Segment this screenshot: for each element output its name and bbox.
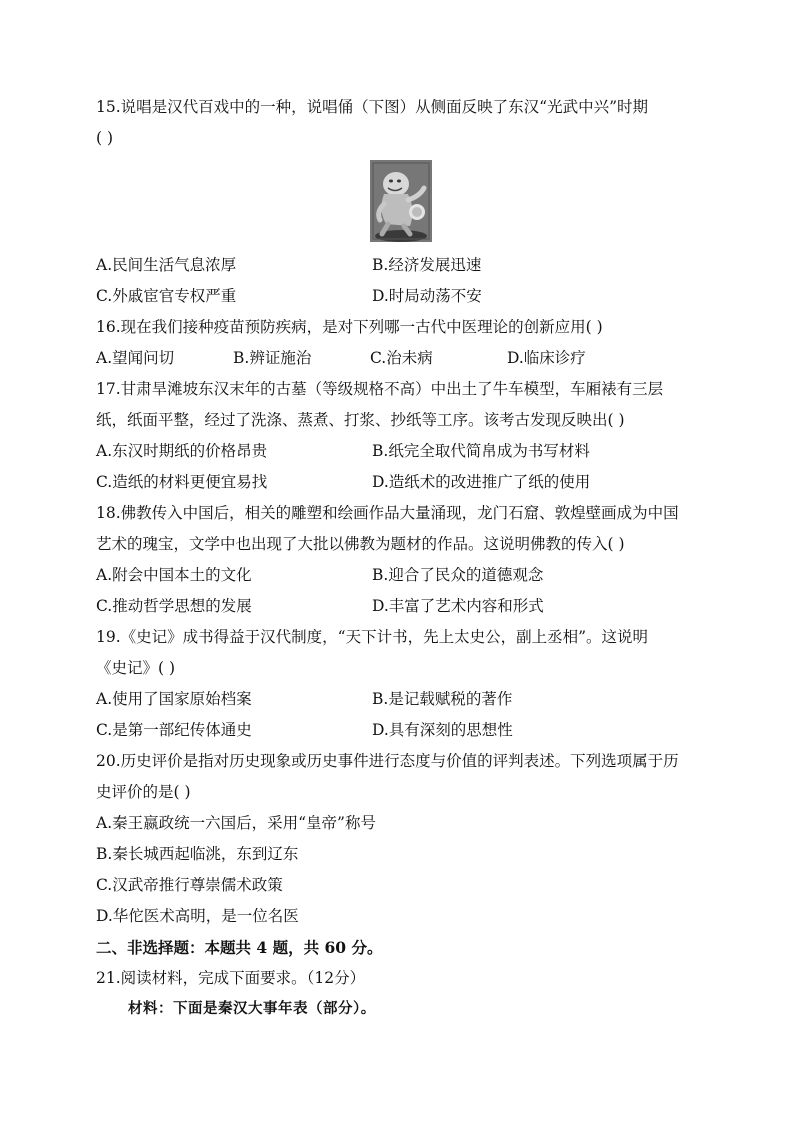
figurine-figure [96,154,706,250]
option-d: D.时局动荡不安 [372,287,482,305]
option-d: D.临床诊疗 [507,349,586,367]
option-a: A.东汉时期纸的价格昂贵 [96,442,268,460]
option-d: D.具有深刻的思想性 [372,721,513,739]
question-16-options-row [96,343,706,374]
question-17-stem-line1: 17.甘肃旱滩坡东汉末年的古墓（等级规格不高）中出土了牛车模型，车厢裱有三层 [96,380,664,398]
option-a: A.附会中国本土的文化 [96,566,252,584]
question-17-stem-line2: 纸，纸面平整，经过了洗涤、蒸煮、打浆、抄纸等工序。该考古发现反映出( ) [96,411,625,429]
question-18-stem-line2: 艺术的瑰宝，文学中也出现了大批以佛教为题材的作品。这说明佛教的传入( ) [96,535,625,553]
option-b: B.经济发展迅速 [372,256,482,274]
question-17 [96,374,706,498]
option-c: C.汉武帝推行尊崇儒术政策 [96,876,283,894]
question-20-stem-line1: 20.历史评价是指对历史现象或历史事件进行态度与价值的评判表述。下列选项属于历 [96,752,679,770]
question-20 [96,746,706,932]
question-15-options-row2 [96,281,706,312]
option-c: C.是第一部纪传体通史 [96,721,252,739]
question-17-options-row2 [96,467,706,498]
question-15-options-row1 [96,250,706,281]
option-d: D.造纸术的改进推广了纸的使用 [372,473,591,491]
exam-page [96,92,706,1025]
option-b: B.是记载赋税的著作 [372,690,513,708]
question-16-stem-line1: 16.现在我们接种疫苗预防疾病，是对下列哪一古代中医理论的创新应用( ) [96,318,603,336]
question-19-options-row1 [96,684,706,715]
question-15 [96,92,706,312]
option-a: A.望闻问切 [96,349,175,367]
option-d: D.华佗医术高明，是一位名医 [96,907,299,925]
question-18-options-row1 [96,560,706,591]
question-15-stem-line1: 15.说唱是汉代百戏中的一种，说唱俑（下图）从侧面反映了东汉“光武中兴”时期 [96,98,649,116]
option-c: C.治未病 [370,349,433,367]
section-2-title: 二、非选择题：本题共 4 题，共 60 分。 [96,938,383,957]
question-21-material: 材料：下面是秦汉大事年表（部分）。 [128,1001,376,1017]
question-19-stem-line1: 19.《史记》成书得益于汉代制度，“天下计书，先上太史公，副上丞相”。这说明 [96,628,649,646]
storyteller-figurine-photo-icon [370,160,432,242]
option-a: A.使用了国家原始档案 [96,690,252,708]
option-a: A.民间生活气息浓厚 [96,256,237,274]
option-a: A.秦王嬴政统一六国后，采用“皇帝”称号 [96,814,376,832]
question-15-stem-line2: ( ) [96,129,114,147]
question-19 [96,622,706,746]
question-21 [96,963,706,1025]
question-18-options-row2 [96,591,706,622]
option-b: B.迎合了民众的道德观念 [372,566,544,584]
option-c: C.推动哲学思想的发展 [96,597,252,615]
question-21-stem-line1: 21.阅读材料，完成下面要求。（12分） [96,969,366,987]
option-b: B.纸完全取代简帛成为书写材料 [372,442,590,460]
question-19-options-row2 [96,715,706,746]
option-c: C.造纸的材料更便宜易找 [96,473,268,491]
question-17-options-row1 [96,436,706,467]
option-d: D.丰富了艺术内容和形式 [372,597,544,615]
option-c: C.外戚宦官专权严重 [96,287,237,305]
question-18 [96,498,706,622]
option-b: B.辨证施治 [233,349,312,367]
question-20-stem-line2: 史评价的是( ) [96,783,191,801]
question-16 [96,312,706,374]
option-b: B.秦长城西起临洮，东到辽东 [96,845,299,863]
question-18-stem-line1: 18.佛教传入中国后，相关的雕塑和绘画作品大量涌现，龙门石窟、敦煌壁画成为中国 [96,504,679,522]
question-19-stem-line2: 《史记》( ) [96,659,176,677]
